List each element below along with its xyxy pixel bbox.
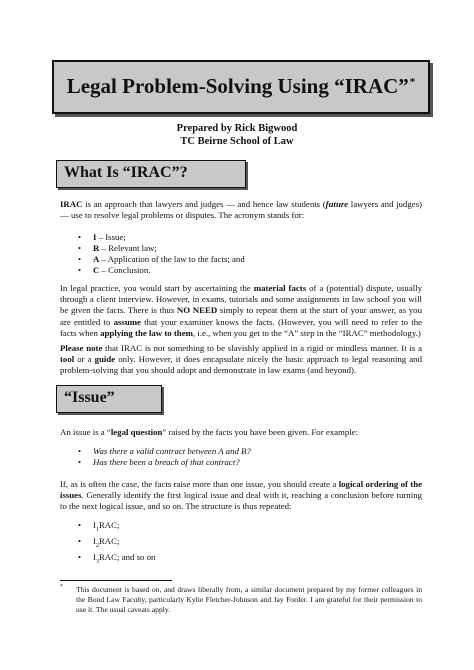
author-block <box>0 122 474 148</box>
paragraph-issue-definition: An issue is a “legal question” raised by the facts you have been given. For example: <box>60 427 359 437</box>
title-box <box>52 60 430 114</box>
list-item: • Was there a valid contract between A and B? <box>78 446 251 456</box>
acronym-list <box>76 232 406 276</box>
list-item: • R – Relevant law; <box>78 243 157 253</box>
footnote <box>60 585 422 615</box>
section-heading-issue <box>56 385 162 413</box>
list-item: • $I_2RAC$; <box>78 535 120 549</box>
prepared-by: Prepared by Rick Bigwood <box>176 123 298 134</box>
list-item: • I – Issue; <box>78 232 126 242</box>
title-footnote-marker: * <box>409 76 416 88</box>
footnote-marker: * <box>60 584 63 590</box>
school-name: TC Beirne School of Law <box>180 136 294 147</box>
paragraph-logical-ordering: If, as is often the case, the facts raise more than one issue, you should create a logical ordering of the issues. Generally identify the first logical issue and deal with it, reaching a conclusion before turning to the next logical issue, and so on. The structure is thus repeated: <box>60 479 422 512</box>
list-item: • Has there been a breach of that contract? <box>78 457 240 467</box>
document-title: Legal Problem-Solving Using “IRAC”* <box>66 74 416 98</box>
list-item: • A – Application of the law to the facts; and <box>78 254 245 264</box>
irac-sequence-list <box>76 520 406 567</box>
section-heading-text: What Is “IRAC”? <box>64 164 188 181</box>
example-list <box>76 446 406 468</box>
list-item: • $I_3RAC$; and so on <box>78 551 156 565</box>
paragraph-irac-intro: IRAC is an approach that lawyers and judges — and hence law students (future lawyers and judges) — use to resolve legal problems or disputes. The acronym stands for: <box>60 199 422 221</box>
section-heading-text: “Issue” <box>64 389 115 406</box>
paragraph-please-note: Please note that IRAC is not something to be slavishly applied in a rigid or mindless manner. It is a tool or a guide only. However, it does encapsulate nicely the basic approach to legal reasoning and problem-solving that you should adopt and demonstrate in law exams (and beyond). <box>60 343 422 376</box>
list-item: • $I_1RAC$; <box>78 520 120 533</box>
paragraph-material-facts: In legal practice, you would start by ascertaining the material facts of a (potential) dispute, usually through a client interview. However, in exams, tutorials and some assignments in law school you will be given the facts. There is thus NO NEED simply to repeat them at the start of your answer, as you are entitled to assume that your examiner knows the facts. (However, you will need to refer to the facts when applying the law to them, i.e., when you get to the “A” step in the “IRAC” methodology.) <box>60 283 423 338</box>
section-heading-what-is-irac <box>56 160 246 188</box>
list-item: • C – Conclusion. <box>78 265 151 275</box>
footnote-divider <box>60 580 172 581</box>
footnote-text: This document is based on, and draws liberally from, a similar document prepared by my former colleagues in the Bond Law Faculty, particularly Kylie Fletcher-Johnson and Jay Forder. I am grateful for their permission to use it. The usual caveats apply. <box>76 585 422 614</box>
